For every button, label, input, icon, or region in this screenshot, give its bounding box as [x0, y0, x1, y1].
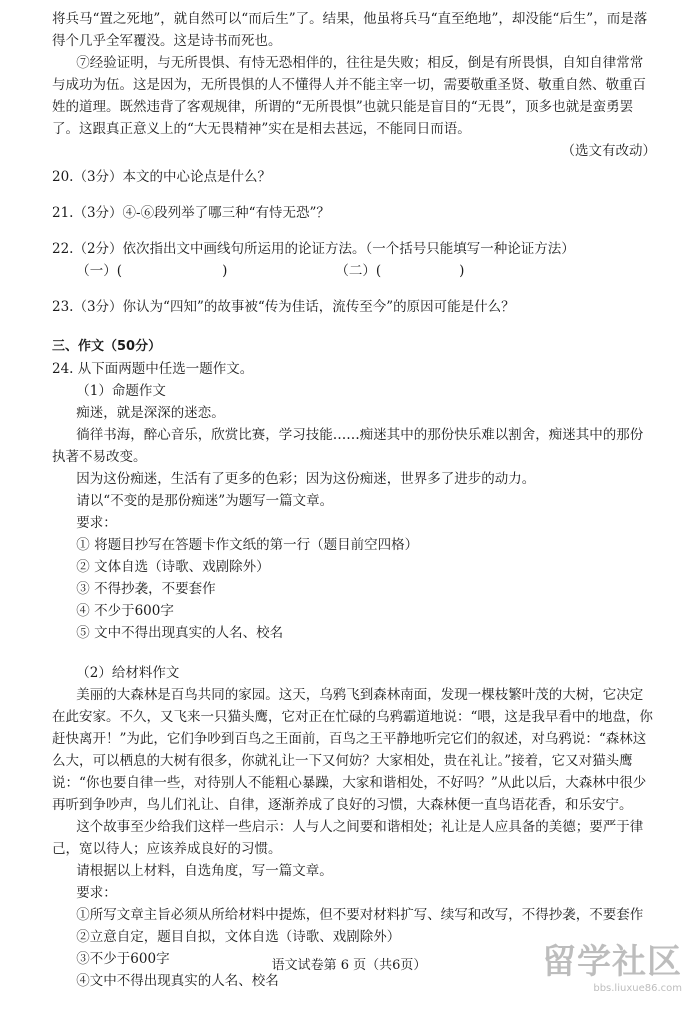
- option-1-label: （1）命题作文: [76, 383, 166, 399]
- option-1-paragraph: 徜徉书海，醉心音乐，欣赏比赛，学习技能……痴迷其中的那份快乐难以割舍，痴迷其中的那份执著不易改变。: [52, 427, 644, 465]
- watermark-logo: 留学社区: [542, 942, 682, 982]
- blank-2-open: （二）(: [335, 263, 382, 279]
- option-1-requirements-label: 要求：: [76, 515, 117, 531]
- option-1-paragraph: 请以“不变的是那份痴迷”为题写一篇文章。: [76, 493, 334, 509]
- option-2-paragraph: 这个故事至少给我们这样一些启示：人与人之间要和谐相处；礼让是人应具备的美德；要严于律己，宽以待人；应该养成良好的习惯。: [52, 819, 644, 857]
- section-title: 三、作文（50分）: [52, 339, 162, 354]
- option-1-requirement: ② 文体自选（诗歌、戏剧除外）: [76, 559, 270, 575]
- option-2-paragraph: 请根据以上材料，自选角度，写一篇文章。: [76, 863, 333, 879]
- option-2-requirement: ③不少于600字: [76, 951, 170, 967]
- question-20: 20.（3分）本文的中心论点是什么？: [52, 169, 272, 185]
- watermark: [514, 942, 682, 1004]
- option-2-label: （2）给材料作文: [76, 665, 180, 681]
- option-1-requirement: ④ 不少于600字: [76, 603, 174, 619]
- blank-2-close: ): [459, 263, 465, 279]
- option-2-requirements-label: 要求：: [76, 885, 117, 901]
- question-22: 22.（2分）依次指出文中画线句所运用的论证方法。（一个括号只能填写一种论证方法）: [52, 241, 575, 257]
- option-2-requirement: ④文中不得出现真实的人名、校名: [76, 973, 279, 989]
- blank-1-close: ): [222, 263, 228, 279]
- passage-continuation: [52, 8, 656, 162]
- watermark-url: bbs.liuxue86.com: [593, 983, 682, 994]
- option-1-requirement: ⑤ 文中不得出现真实的人名、校名: [76, 625, 284, 641]
- option-2-paragraph: 美丽的大森林是百鸟共同的家园。这天，乌鸦飞到森林南面，发现一棵枝繁叶茂的大树，它决定在此安家。不久，又飞来一只猫头鹰，它对正在忙碌的乌鸦霸道地说：“喂，这是我早看中的地盘，你赶快离开！”为此，它们争吵到百鸟之王面前，百鸟之王平静地听完它们的叙述，对乌鸦说：“森林这么大，可以栖息的大树有很多，你就礼让一下又何妨？大家相处，贵在礼让。”接着，它又对猫头鹰说：“你也要自律一些，对待别人不能粗心暴躁，大家和谐相处，不好吗？”从此以后，大森林中很少再听到争吵声，鸟儿们礼让、自律，逐渐养成了良好的习惯，大森林便一直鸟语花香，和乐安宁。: [52, 687, 653, 813]
- option-1-paragraph: 痴迷，就是深深的迷恋。: [76, 405, 225, 421]
- option-2-requirement: ①所写文章主旨必须从所给材料中提炼，但不要对材料扩写、续写和改写，不得抄袭，不要套作: [76, 907, 644, 923]
- passage-paragraph: 将兵马“置之死地”，就自然可以“而后生”了。结果，他虽将兵马“直至绝地”，却没能“后生”，而是落得个几乎全军覆没。这是诗书而死也。: [52, 11, 648, 49]
- composition-section: [52, 336, 656, 992]
- source-note: （选文有改动）: [561, 143, 656, 159]
- questions-block: [52, 166, 656, 318]
- question-23: 23.（3分）你认为“四知”的故事被“传为佳话，流传至今”的原因可能是什么？: [52, 299, 515, 315]
- option-1-paragraph: 因为这份痴迷，生活有了更多的色彩；因为这份痴迷，世界多了进步的动力。: [76, 471, 536, 487]
- question-21: 21.（3分）④-⑥段列举了哪三种“有恃无恐”？: [52, 205, 330, 221]
- option-1-requirement: ③ 不得抄袭，不要套作: [76, 581, 216, 597]
- composition-task: 24. 从下面两题中任选一题作文。: [52, 361, 254, 377]
- blank-1-open: （一）(: [76, 263, 123, 279]
- option-2-requirement: ②立意自定，题目自拟，文体自选（诗歌、戏剧除外）: [76, 929, 401, 945]
- question-22-blanks: [52, 260, 656, 282]
- page-footer: 语文试卷第 6 页（共6页）: [271, 958, 427, 973]
- option-1-requirement: ① 将题目抄写在答题卡作文纸的第一行（题目前空四格）: [76, 537, 419, 553]
- passage-paragraph: ⑦经验证明，与无所畏惧、有恃无恐相伴的，往往是失败；相反，倒是有所畏惧，自知自律常常与成功为伍。这是因为，无所畏惧的人不懂得人并不能主宰一切，需要敬重圣贤、敬重自然、敬重百姓的道理。既然违背了客观规律，所谓的“无所畏惧”也就只能是盲目的“无畏”，顶多也就是蛮勇罢了。这跟真正意义上的“大无畏精神”实在是相去甚远，不能同日而语。: [52, 55, 646, 137]
